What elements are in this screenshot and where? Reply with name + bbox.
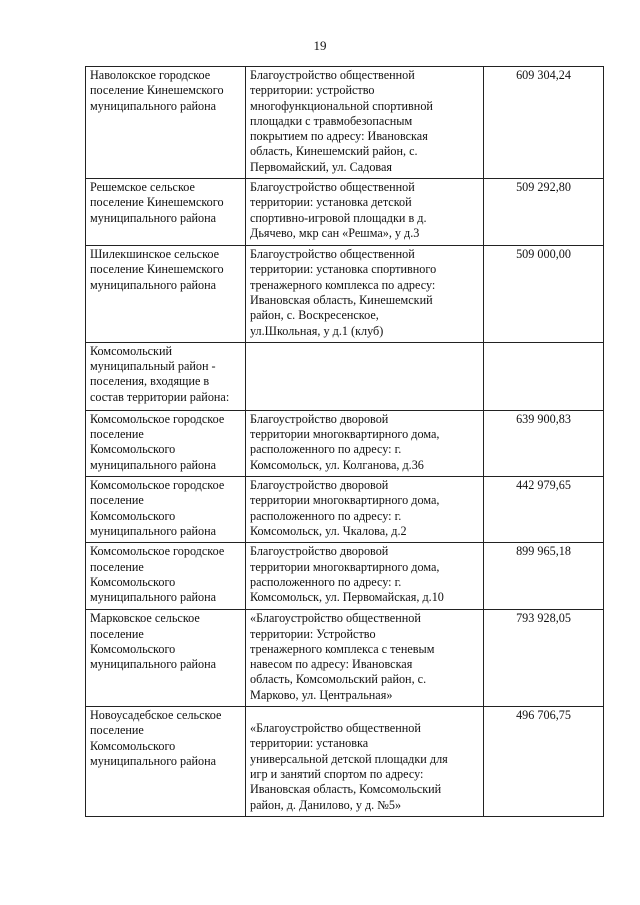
- amount-text: 639 900,83: [516, 411, 571, 426]
- municipality-cell: [86, 477, 246, 543]
- municipality-cell: [86, 179, 246, 246]
- municipality-cell: [86, 410, 246, 476]
- description-text: «Благоустройство общественной территории: Устройство тренажерного комплекса с теневым навесом по адресу: Ивановская область, Комсомольский район, с. Марково, ул. Центральная»: [250, 611, 435, 702]
- amount-cell: [484, 410, 604, 476]
- funding-table: [85, 66, 604, 817]
- amount-text: 496 706,75: [516, 708, 571, 723]
- table-row: [86, 477, 604, 543]
- table-row: [86, 67, 604, 179]
- municipality-text: Решемское сельское поселение Кинешемского муниципального района: [90, 180, 224, 225]
- amount-text: 899 965,18: [516, 544, 571, 559]
- description-cell: [246, 179, 484, 246]
- description-text: Благоустройство дворовой территории многоквартирного дома, расположенного по адресу: г. Комсомольск, ул. Первомайская, д.10: [250, 544, 444, 605]
- amount-cell: [484, 179, 604, 246]
- description-cell: [246, 67, 484, 179]
- municipality-text: Новоусадебское сельское поселение Комсомольского муниципального района: [90, 708, 222, 768]
- description-text: «Благоустройство общественной территории: установка универсальной детской площадки для игр и занятий спортом по адресу: Ивановская область, Комсомольский район, д. Данилово, у д. №5»: [250, 721, 448, 812]
- amount-cell: [484, 67, 604, 179]
- description-cell: [246, 543, 484, 610]
- table-row: [86, 707, 604, 817]
- table-row: [86, 543, 604, 610]
- description-text: Благоустройство общественной территории: устройство многофункциональной спортивной площадки с травмобезопасным покрытием по адресу: Ивановская область, Кинешемский район, с. Первомайский, ул. Садовая: [250, 68, 433, 174]
- amount-text: 793 928,05: [516, 611, 571, 626]
- description-cell: [246, 246, 484, 343]
- municipality-text: Комсомольское городское поселение Комсомольского муниципального района: [90, 411, 225, 472]
- municipality-text: Комсомольское городское поселение Комсомольского муниципального района: [90, 478, 225, 538]
- description-cell: [246, 477, 484, 543]
- table-row: [86, 342, 604, 410]
- amount-cell: [484, 342, 604, 410]
- amount-cell: [484, 477, 604, 543]
- amount-text: 509 000,00: [516, 247, 571, 262]
- municipality-text: Марковское сельское поселение Комсомольского муниципального района: [90, 611, 217, 672]
- municipality-text: Наволокское городское поселение Кинешемского муниципального района: [90, 68, 224, 113]
- description-cell: [246, 707, 484, 817]
- description-text: Благоустройство общественной территории: установка спортивного тренажерного комплекса по адресу: Ивановская область, Кинешемский район, с. Воскресенское, ул.Школьная, у д.1 (клуб): [250, 247, 437, 338]
- table-row: [86, 610, 604, 707]
- municipality-cell: [86, 342, 246, 410]
- amount-text: 442 979,65: [516, 478, 571, 493]
- description-cell: [246, 342, 484, 410]
- description-cell: [246, 410, 484, 476]
- table-row: [86, 179, 604, 246]
- amount-cell: [484, 610, 604, 707]
- description-text: Благоустройство дворовой территории многоквартирного дома, расположенного по адресу: г. Комсомольск, ул. Чкалова, д.2: [250, 478, 440, 538]
- page-number: 19: [313, 38, 327, 53]
- description-cell: [246, 610, 484, 707]
- municipality-cell: [86, 610, 246, 707]
- amount-cell: [484, 246, 604, 343]
- municipality-cell: [86, 67, 246, 179]
- amount-cell: [484, 543, 604, 610]
- amount-cell: [484, 707, 604, 817]
- municipality-text: Комсомольское городское поселение Комсомольского муниципального района: [90, 544, 225, 605]
- table-row: [86, 246, 604, 343]
- municipality-cell: [86, 543, 246, 610]
- municipality-cell: [86, 246, 246, 343]
- municipality-text: Комсомольский муниципальный район - поселения, входящие в состав территории района:: [90, 343, 230, 404]
- table-row: [86, 410, 604, 476]
- municipality-text: Шилекшинское сельское поселение Кинешемского муниципального района: [90, 247, 224, 292]
- amount-text: 609 304,24: [516, 68, 571, 82]
- description-text: Благоустройство дворовой территории многоквартирного дома, расположенного по адресу: г. Комсомольск, ул. Колганова, д.36: [250, 411, 440, 472]
- description-text: Благоустройство общественной территории: установка детской спортивно-игровой площадки в д. Дьячево, мкр сан «Решма», у д.3: [250, 180, 427, 240]
- amount-text: 509 292,80: [516, 180, 571, 195]
- municipality-cell: [86, 707, 246, 817]
